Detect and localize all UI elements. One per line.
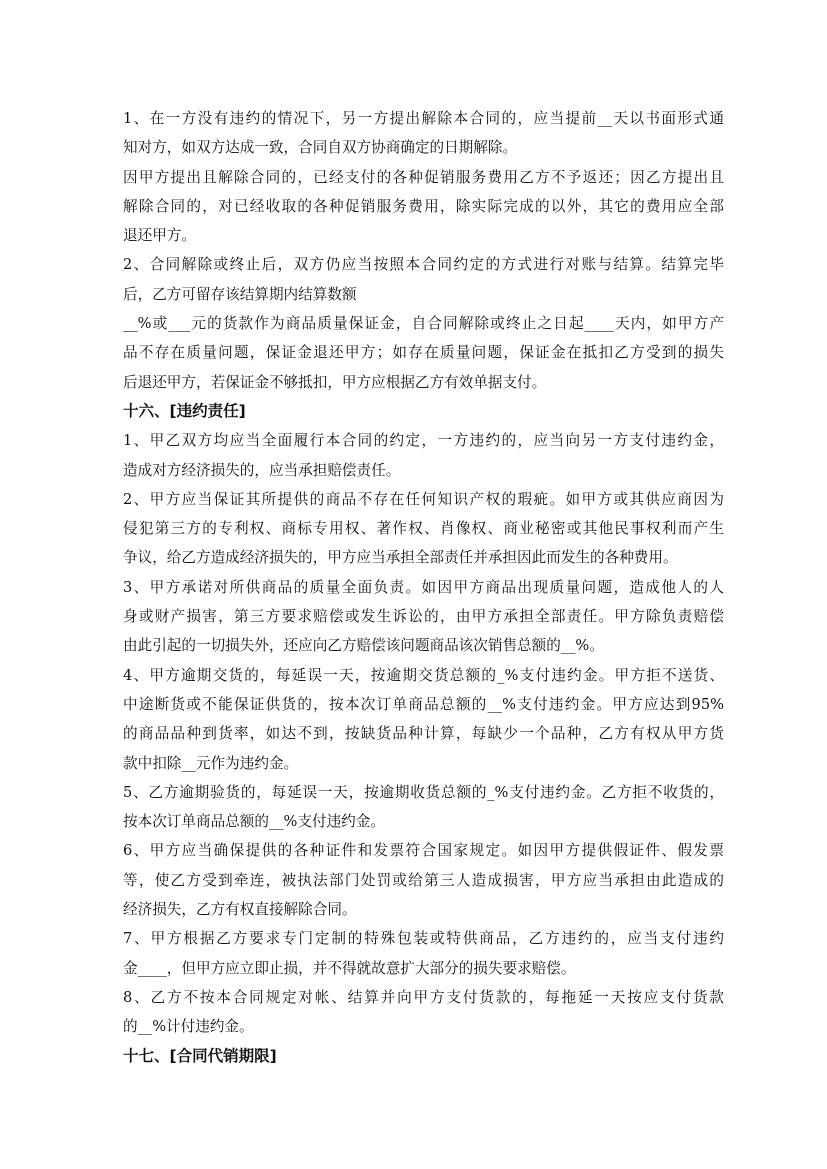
paragraph-line: 的商品品种到货率，如达不到，按缺货品种计算，每缺少一个品种，乙方有权从甲方货 [123, 725, 724, 743]
paragraph [123, 309, 724, 397]
paragraph-line: 争议，给乙方造成经济损失的，甲方应当承担全部责任并承担因此而发生的各种费用。 [123, 549, 678, 567]
paragraph-line: 1、在一方没有违约的情况下，另一方提出解除本合同的，应当提前__天以书面形式通 [123, 110, 724, 127]
paragraph-line: 因甲方提出且解除合同的，已经支付的各种促销服务费用乙方不予返还；因乙方提出且 [123, 168, 724, 186]
paragraph-line: 4、甲方逾期交货的，每延误一天，按逾期交货总额的_%支付违约金。甲方拒不送货、 [123, 666, 724, 684]
paragraph-line: 1、甲乙双方均应当全面履行本合同的约定，一方违约的，应当向另一方支付违约金， [123, 432, 724, 450]
paragraph [123, 778, 724, 837]
paragraph-line: 后退还甲方，若保证金不够抵扣，甲方应根据乙方有效单据支付。 [123, 373, 547, 391]
paragraph-line: 2、甲方应当保证其所提供的商品不存在任何知识产权的瑕疵。如甲方或其供应商因为 [123, 490, 724, 508]
paragraph-line: 造成对方经济损失的，应当承担赔偿责任。 [123, 461, 401, 479]
paragraph-line: 按本次订单商品总额的__%支付违约金。 [123, 813, 385, 831]
paragraph [123, 573, 724, 661]
paragraph-line: 的__%计付违约金。 [123, 1018, 254, 1036]
paragraph-line: 金____，但甲方应立即止损，并不得就故意扩大部分的损失要求赔偿。 [123, 959, 576, 977]
paragraph-line: 知对方，如双方达成一致，合同自双方协商确定的日期解除。 [123, 139, 518, 157]
document-page [123, 104, 724, 1071]
paragraph [123, 104, 724, 163]
paragraph [123, 836, 724, 924]
paragraph [123, 924, 724, 983]
paragraph-line: 经济损失，乙方有权直接解除合同。 [123, 901, 357, 919]
section-heading [123, 397, 724, 426]
paragraph-line: 身或财产损害，第三方要求赔偿或发生诉讼的，由甲方承担全部责任。甲方除负责赔偿 [123, 608, 724, 626]
paragraph-line: 2、合同解除或终止后，双方仍应当按照本合同约定的方式进行对账与结算。结算完毕 [123, 256, 724, 274]
paragraph-line: 中途断货或不能保证供货的，按本次订单商品总额的__%支付违约金。甲方应达到95% [123, 695, 724, 713]
section-heading [123, 1042, 724, 1071]
paragraph-line: __%或___元的货款作为商品质量保证金，自合同解除或终止之日起____天内，如甲方产 [123, 315, 724, 333]
paragraph-line: 6、甲方应当确保提供的各种证件和发票符合国家规定。如因甲方提供假证件、假发票 [123, 842, 724, 860]
paragraph-line: 后，乙方可留存该结算期内结算数额 [123, 285, 357, 303]
heading-text: 十七、[合同代销期限] [123, 1046, 277, 1065]
heading-text: 十六、[违约责任] [123, 401, 246, 420]
paragraph-line: 7、甲方根据乙方要求专门定制的特殊包装或特供商品，乙方违约的，应当支付违约 [123, 930, 724, 948]
paragraph [123, 983, 724, 1042]
paragraph-line: 侵犯第三方的专利权、商标专用权、著作权、肖像权、商业秘密或其他民事权利而产生 [123, 520, 724, 538]
paragraph [123, 163, 724, 251]
paragraph-line: 8、乙方不按本合同规定对帐、结算并向甲方支付货款的，每拖延一天按应支付货款 [123, 988, 724, 1006]
paragraph-line: 解除合同的，对已经收取的各种促销服务费用，除实际完成的以外，其它的费用应全部 [123, 197, 724, 215]
paragraph-line: 由此引起的一切损失外，还应向乙方赔偿该问题商品该次销售总额的__%。 [123, 637, 604, 655]
paragraph-line: 款中扣除__元作为违约金。 [123, 754, 299, 772]
paragraph [123, 661, 724, 778]
paragraph-line: 5、乙方逾期验货的，每延误一天，按逾期收货总额的_%支付违约金。乙方拒不收货的， [123, 783, 724, 801]
paragraph-line: 退还甲方。 [123, 227, 196, 245]
paragraph [123, 250, 724, 309]
paragraph-line: 等，使乙方受到牵连，被执法部门处罚或给第三人造成损害，甲方应当承担由此造成的 [123, 871, 724, 889]
paragraph-line: 3、甲方承诺对所供商品的质量全面负责。如因甲方商品出现质量问题，造成他人的人 [123, 578, 724, 596]
paragraph [123, 426, 724, 485]
paragraph [123, 485, 724, 573]
paragraph-line: 品不存在质量问题，保证金退还甲方；如存在质量问题，保证金在抵扣乙方受到的损失 [123, 344, 724, 362]
